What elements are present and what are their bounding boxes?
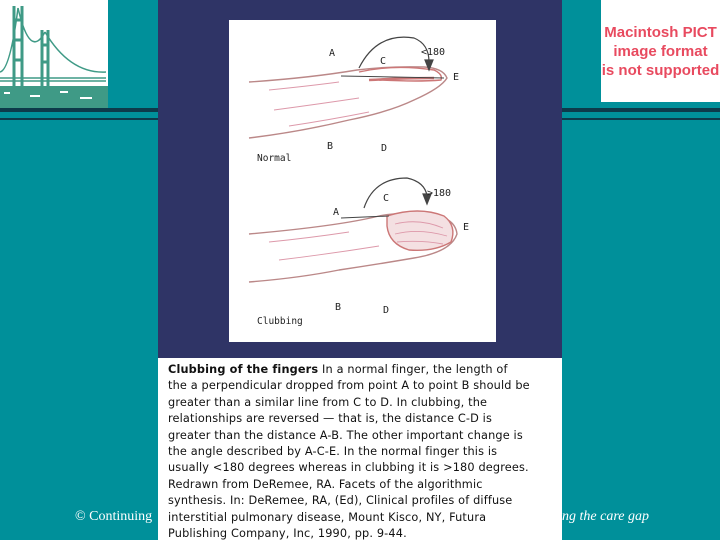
clubbing-label-c: C xyxy=(383,193,390,204)
footer-tagline: ng the care gap xyxy=(562,509,649,524)
caption-line-9: synthesis. In: DeRemee, RA, (Ed), Clinical profiles of diffuse xyxy=(168,494,513,508)
caption-line-1-text: In a normal finger, the length of xyxy=(318,363,508,376)
clubbing-label-e: E xyxy=(463,222,470,233)
clubbing-caption-label: Clubbing xyxy=(257,316,303,327)
clubbing-label-d: D xyxy=(383,305,390,316)
caption-title: Clubbing of the fingers xyxy=(168,363,319,376)
normal-label-c: C xyxy=(380,56,387,67)
caption-line-3: greater than a similar line from C to D. In clubbing, the xyxy=(168,395,488,409)
pict-line-2: image format xyxy=(613,42,708,60)
normal-angle-label: <180 xyxy=(421,47,446,58)
caption-line-5: greater than the distance A-B. The other important change is xyxy=(168,428,523,442)
normal-label-b: B xyxy=(327,141,334,152)
caption-line-6: the angle described by A-C-E. In the normal finger this is xyxy=(168,445,498,459)
caption-line-11: Publishing Company, Inc, 1990, pp. 9-44. xyxy=(168,527,407,540)
normal-label-d: D xyxy=(381,143,388,154)
golden-gate-bridge-icon xyxy=(0,0,108,108)
caption-line-8: Redrawn from DeRemee, RA. Facets of the algorithmic xyxy=(168,477,483,491)
caption-line-4: relationships are reversed — that is, the distance C-D is xyxy=(168,412,493,426)
unsupported-image-placeholder xyxy=(601,0,720,102)
caption-line-2: the a perpendicular dropped from point A to point B should be xyxy=(168,379,530,393)
clubbing-finger-drawing xyxy=(249,211,457,282)
logo-panel xyxy=(0,0,108,108)
caption-line-10: interstitial pulmonary disease, Mount Kisco, NY, Futura xyxy=(168,510,487,524)
caption-line-7: usually <180 degrees whereas in clubbing it is >180 degrees. xyxy=(168,461,529,475)
normal-caption-label: Normal xyxy=(257,153,292,164)
normal-label-e: E xyxy=(453,72,460,83)
caption-line-1 xyxy=(168,362,554,378)
clubbing-label-a: A xyxy=(333,207,340,218)
clubbing-label-b: B xyxy=(335,302,342,313)
normal-label-a: A xyxy=(329,48,336,59)
pict-line-1: Macintosh PICT xyxy=(604,23,717,41)
footer-copyright: © Continuing xyxy=(75,509,153,524)
pict-line-3: is not supported xyxy=(601,61,720,79)
finger-clubbing-figure xyxy=(229,20,496,342)
figure-caption xyxy=(158,358,562,540)
clubbing-angle-label: >180 xyxy=(427,188,452,199)
